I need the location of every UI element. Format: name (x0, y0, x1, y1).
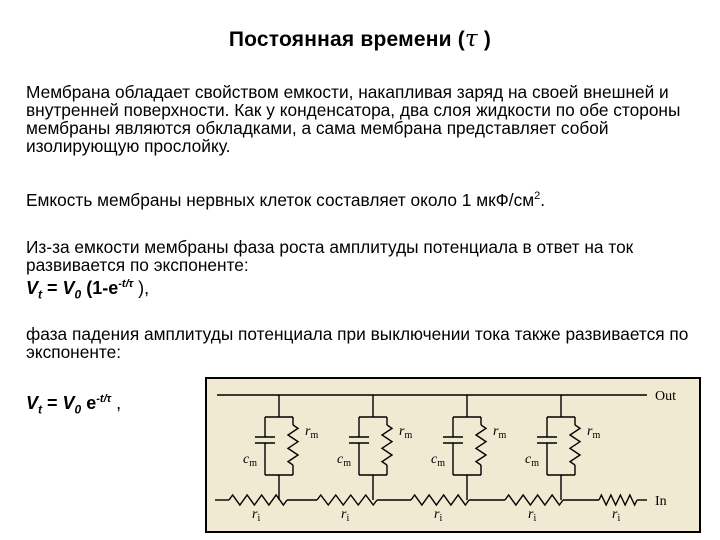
f1-t: t (38, 287, 43, 302)
ri-label-2-sub: i (439, 513, 443, 524)
cm-label-2-sub: m (437, 458, 445, 469)
f1-open: (1-e (81, 278, 119, 298)
membrane-resistor-0 (288, 425, 298, 465)
f1-exp: -t/τ (118, 278, 134, 290)
axial-resistor-3 (505, 495, 563, 505)
axial-resistor-1 (317, 495, 377, 505)
in-label: In (655, 494, 667, 509)
cm-label-3-sub: m (531, 458, 539, 469)
title-text: Постоянная времени ( (228, 28, 465, 51)
rm-label-1: $r_m$ (399, 424, 413, 441)
membrane-circuit-diagram (205, 377, 701, 533)
f2-v: V (26, 393, 39, 413)
formula-rise (26, 278, 149, 302)
f1-eq: = (42, 278, 63, 298)
circuit-svg (207, 379, 699, 531)
f1-zero: 0 (74, 287, 82, 302)
axial-resistor-2 (411, 495, 469, 505)
f2-e: e (81, 393, 97, 413)
cm-label-0-sub: m (249, 458, 257, 469)
rm-label-2: $r_m$ (493, 424, 507, 441)
f2-exp: -t/τ (96, 393, 112, 405)
cm-label-0: $c_m$ (243, 452, 257, 469)
ri-label-1-sub: i (346, 513, 350, 524)
page-title (0, 26, 720, 52)
paragraph-fall-phase: фаза падения амплитуды потенциала при выключении тока также развивается по экспоненте: (26, 324, 689, 362)
ri-label-0: $r_i$ (252, 507, 261, 524)
ri-label-2: $r_i$ (434, 507, 443, 524)
ri-label-1: $r_i$ (341, 507, 350, 524)
p2-end: . (540, 189, 546, 210)
axial-resistor-4 (599, 495, 637, 505)
paragraph-rise-phase: Из-за емкости мембраны фаза роста амплитуды потенциала в ответ на ток развивается по экспоненте: (26, 237, 634, 275)
ri-label-3: $r_i$ (528, 507, 537, 524)
f2-end: , (111, 393, 122, 413)
rm-label-2-sub: m (498, 430, 507, 441)
rm-label-1-sub: m (404, 430, 413, 441)
rm-label-3: $r_m$ (587, 424, 601, 441)
p2-sup: 2 (534, 190, 541, 202)
f1-close: ), (133, 278, 150, 298)
f2-zero: 0 (74, 402, 82, 417)
axial-resistor-0 (229, 495, 287, 505)
paragraph-membrane-capacitance: Мембрана обладает свойством емкости, накапливая заряд на своей внешней и внутренней поверхности. Как у конденсатора, два слоя жидкости по обе стороны мембраны являются обкладками, а сама мембрана представляет собой изолирующую прослойку. (26, 82, 681, 156)
title-close: ) (483, 28, 492, 51)
cm-label-2: $c_m$ (431, 452, 445, 469)
formula-fall (26, 393, 121, 417)
f1-v: V (26, 278, 39, 298)
paragraph-capacitance-value (26, 187, 696, 209)
ri-label-0-sub: i (257, 513, 261, 524)
f2-eq: = (42, 393, 63, 413)
ri-label-4-sub: i (617, 513, 621, 524)
membrane-resistor-1 (382, 425, 392, 465)
p2-text: Емкость мембраны нервных клеток составляет около 1 мкФ/см (26, 189, 535, 210)
f1-v0: V (62, 278, 75, 298)
out-label: Out (655, 389, 676, 404)
cm-label-1-sub: m (343, 458, 351, 469)
cm-label-1: $c_m$ (337, 452, 351, 469)
membrane-resistor-2 (476, 425, 486, 465)
cm-label-3: $c_m$ (525, 452, 539, 469)
title-tau-symbol: τ (464, 26, 478, 52)
ri-label-4: $r_i$ (612, 507, 621, 524)
f2-t: t (38, 402, 43, 417)
f2-v0: V (62, 393, 75, 413)
rm-label-0: $r_m$ (305, 424, 319, 441)
rm-label-3-sub: m (592, 430, 601, 441)
ri-label-3-sub: i (533, 513, 537, 524)
rm-label-0-sub: m (310, 430, 319, 441)
membrane-resistor-3 (570, 425, 580, 465)
